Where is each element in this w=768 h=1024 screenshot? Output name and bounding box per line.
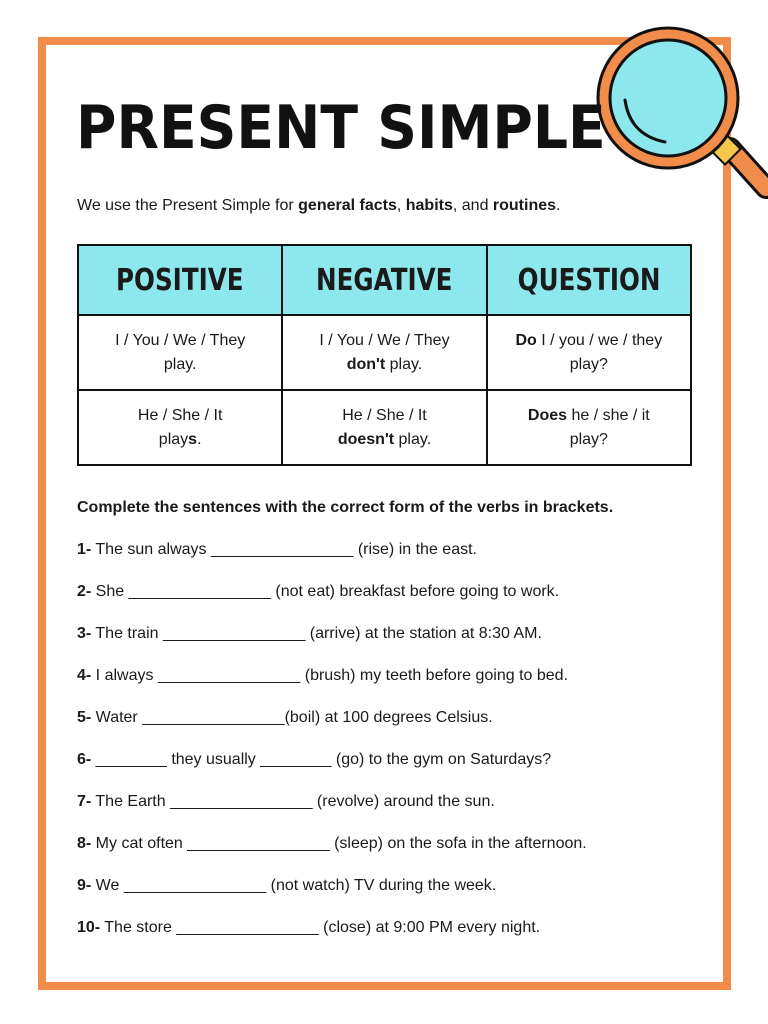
header-question: QUESTION <box>487 245 691 315</box>
table-cell: I / You / We / They don't play. <box>282 315 486 390</box>
exercise-item: 4- I always ________________ (brush) my teeth before going to bed. <box>77 667 569 684</box>
exercise-item: 5- Water ________________(boil) at 100 degrees Celsius. <box>77 709 493 726</box>
exercise-instructions: Complete the sentences with the correct form of the verbs in brackets. <box>77 499 614 516</box>
table-header-row <box>78 245 691 315</box>
exercise-item: 10- The store ________________ (close) at 9:00 PM every night. <box>77 919 541 936</box>
page-title: PRESENT SIMPLE <box>76 93 606 163</box>
table-row <box>78 390 691 465</box>
table-row <box>78 315 691 390</box>
grammar-table <box>77 244 692 466</box>
exercise-item: 6- ________ they usually ________ (go) to the gym on Saturdays? <box>77 751 552 768</box>
header-negative: NEGATIVE <box>282 245 486 315</box>
table-cell: Does he / she / it play? <box>487 390 691 465</box>
exercise-item: 1- The sun always ________________ (rise) in the east. <box>77 541 477 558</box>
table-cell: I / You / We / They play. <box>78 315 282 390</box>
intro-text: We use the Present Simple for general facts, habits, and routines. <box>77 197 561 214</box>
magnifying-glass-icon <box>590 20 768 220</box>
table-cell: He / She / It plays. <box>78 390 282 465</box>
exercise-item: 8- My cat often ________________ (sleep) on the sofa in the afternoon. <box>77 835 587 852</box>
table-cell: Do I / you / we / they play? <box>487 315 691 390</box>
exercise-item: 9- We ________________ (not watch) TV during the week. <box>77 877 497 894</box>
exercise-item: 7- The Earth ________________ (revolve) around the sun. <box>77 793 495 810</box>
exercise-item: 2- She ________________ (not eat) breakfast before going to work. <box>77 583 560 600</box>
table-cell: He / She / It doesn't play. <box>282 390 486 465</box>
header-positive: POSITIVE <box>78 245 282 315</box>
exercise-item: 3- The train ________________ (arrive) at the station at 8:30 AM. <box>77 625 542 642</box>
